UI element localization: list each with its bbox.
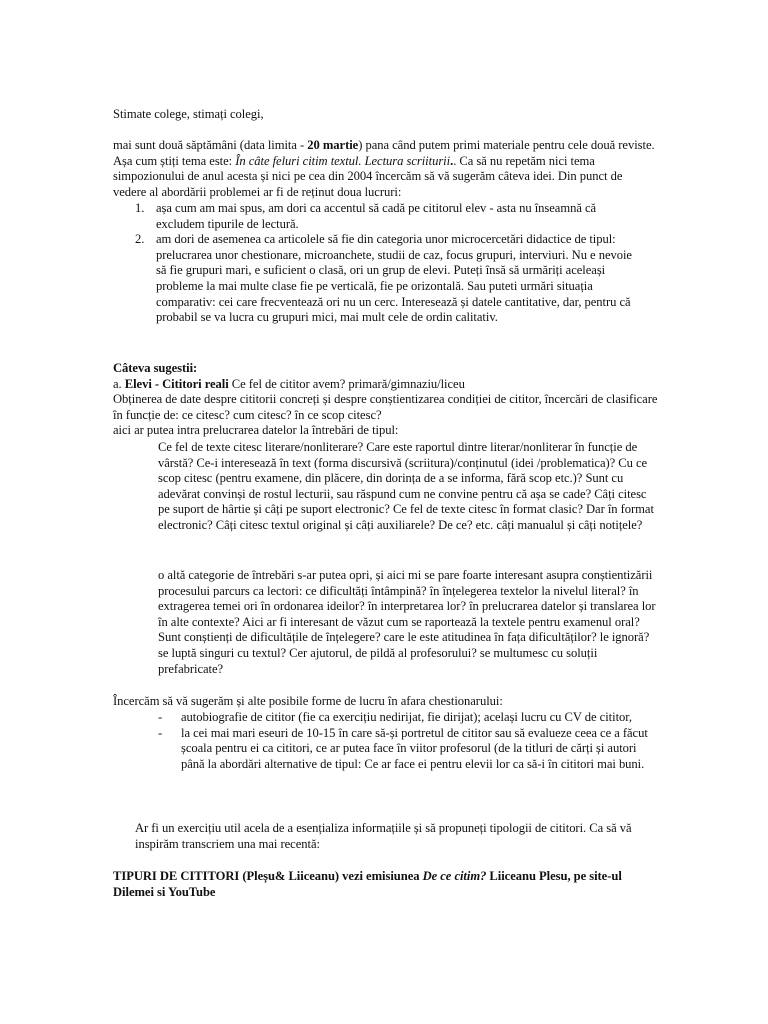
reader-types-title: TIPURI DE CITITORI (Pleșu& Liiceanu) vezi emisiunea De ce citim? Liiceanu Plesu, pe site-ul Dilemei si YouTube: [113, 869, 622, 899]
intro-paragraph: mai sunt două săptămâni (data limita - 20 martie) pana când putem primi materiale pentru cele două reviste. Așa cum știți tema este: În câte feluri citim textul. Lectura scriiturii.. Ca să nu repetăm nici tema simpozionului de anul acesta și nici pe cea din 2004 încercăm să vă sugerăm câteva idei. Din punct de vedere al abordării problemei ar fi de reținut doua lucruri:: [113, 138, 655, 199]
question-block-2: o altă categorie de întrebări s-ar putea opri, și aici mi se pare foarte interesant asupra conștientizării procesului parcurs ca lectori: ce dificultăți întâmpină? în înțelegerea textelor la nivelul literal? în extragerea temei ori în ordonarea ideilor? în interpretarea lor? în prelucrarea datelor și translarea lor în alte contexte? Aici ar fi interesant de văzut cum se raportează la textele pentru examenul oral? Sunt conștienți de dificultățile de înțelegere? care le este atitudinea în fața dificultăților? le ignoră? se luptă singuri cu textul? Cer ajutorul, de pildă al profesorului? se multumesc cu soluții prefabricate?: [158, 568, 656, 676]
other-forms-list: [158, 710, 656, 772]
numbered-list: [135, 201, 638, 326]
deadline-date: 20 martie: [307, 138, 359, 152]
question-block-1: Ce fel de texte citesc literare/nonliterare? Care este raportul dintre literar/nonliterar în funcție de vârstă? Ce-i interesează în text (forma discursivă (scriitura)/conținutul (idei /problematica)? Cu ce scop citesc (pentru examene, din plăcere, din dorința de a se informa, fără scop etc.)? Sunt cu adevărat convinși de rostul lecturii, sau răspund cum ne convine pentru că așa se cade? Câți citesc pe suport de hârtie și câți pe suport electronic? Ce fel de texte citesc în format clasic? Dar în format electronic? Câți citesc textul original și câți auxiliarele? De ce? etc. câți manualul și câți notițele?: [158, 440, 654, 532]
list-item: 1. așa cum am mai spus, am dori ca accentul să cadă pe cititorul elev - asta nu înseamnă că excludem tipurile de lectură.: [135, 201, 597, 231]
suggestions-heading: Câteva sugestii:: [113, 361, 198, 375]
list-item: - la cei mai mari eseuri de 10-15 în care să-și portretul de cititor sau să evalueze ceea ce a făcut școala pentru ei ca cititori, ce ar putea face în viitor profesorul (de la titluri de cărți și autori până la abordări alternative de tipul: Ce ar face ei pentru elevii lor ca să-i în cititori mai buni.: [158, 725, 648, 771]
greeting: Stimate colege, stimați colegi,: [113, 107, 264, 121]
other-forms-intro: Încercăm să vă sugerăm și alte posibile forme de lucru în afara chestionarului:: [113, 694, 503, 708]
exercise-paragraph: Ar fi un exercițiu util acela de a esențializa informațiile și să propuneți tipologii de cititori. Ca să vă inspirăm transcriem una mai recentă:: [135, 821, 632, 851]
list-item: 2. am dori de asemenea ca articolele să fie din categoria unor microcercetări didactice de tipul: prelucrarea unor chestionare, microanchete, studii de caz, focus grupuri, interviuri. Nu e nevoie să fie grupuri mari, e suficient o clasă, ori un grup de elevi. Puteți însă să urmăriți aceleași probleme la mai multe clase fie pe verticală, fie pe orizontală. Sau puteti urmări situația comparativ: cei care frecventează ori nu un cerc. Interesează și datele cantitative, dar, pentru că probabil se va lucra cu grupuri mici, mai mult cele de ordin calitativ.: [135, 232, 632, 325]
theme-title: În câte feluri citim textul. Lectura scriiturii: [235, 153, 451, 168]
suggestions-section: Câteva sugestii: a. Elevi - Cititori reali Ce fel de cititor avem? primară/gimnaziu/liceu Obținerea de date despre cititorii concreți și despre conștientizarea condiției de cititor, încercări de clasificare în funcție de: ce citesc? cum citesc? în ce scop citesc? aici ar putea intra prelucrarea datelor la întrebări de tipul:: [113, 361, 658, 438]
list-item: - autobiografie de cititor (fie ca exercițiu nedirijat, fie dirijat); același lucru cu CV de cititor,: [158, 710, 632, 724]
